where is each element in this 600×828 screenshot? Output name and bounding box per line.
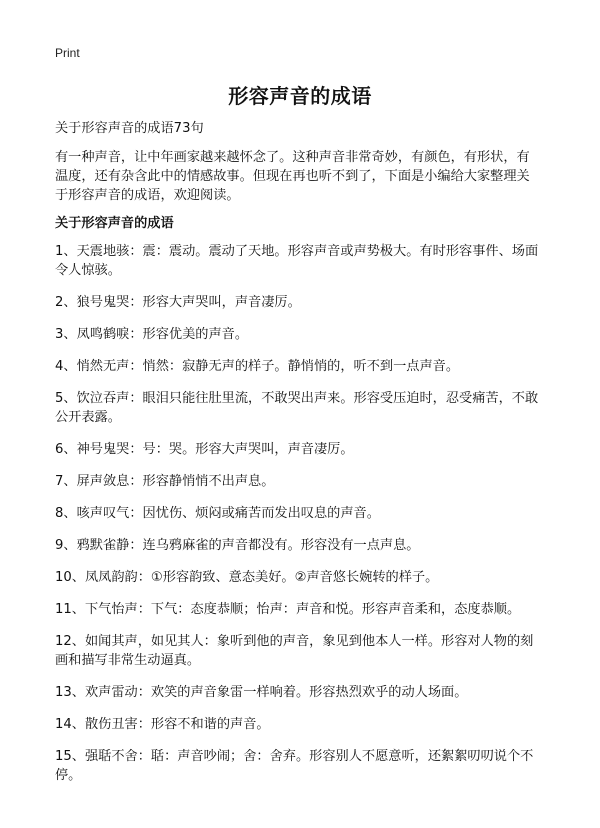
section-heading: 关于形容声音的成语 [55, 216, 174, 231]
idiom-item: 11、下气怡声：下气：态度恭顺；怡声：声音和悦。形容声音柔和，态度恭顺。 [55, 602, 521, 617]
document-title: 形容声音的成语 [228, 84, 372, 108]
idiom-item: 8、咳声叹气：因忧伤、烦闷或痛苦而发出叹息的声音。 [55, 506, 380, 521]
intro-paragraph: 有一种声音，让中年画家越来越怀念了。这种声音非常奇妙，有颜色，有形状，有温度，还有杂含此中的情感故事。但现在再也听不到了，下面是小编给大家整理关于形容声音的成语，欢迎阅读。 [55, 150, 530, 203]
idiom-item: 2、狼号鬼哭：形容大声哭叫，声音凄厉。 [55, 295, 301, 310]
idiom-item: 15、强聒不舍：聒：声音吵闹；舍：舍弃。形容别人不愿意听，还絮絮叨叨说个不停。 [55, 749, 534, 783]
idiom-item: 10、凤凤韵韵：①形容韵致、意态美好。②声音悠长婉转的样子。 [55, 570, 439, 585]
idiom-item: 1、天震地骇：震：震动。震动了天地。形容声音或声势极大。有时形容事件、场面令人惊骇。 [55, 244, 539, 278]
idiom-item: 4、悄然无声：悄然：寂静无声的样子。静悄悄的，听不到一点声音。 [55, 359, 460, 374]
idiom-item: 9、鸦默雀静：连乌鸦麻雀的声音都没有。形容没有一点声息。 [55, 538, 420, 553]
idiom-item: 7、屏声敛息：形容静悄悄不出声息。 [55, 474, 275, 489]
document-subtitle: 关于形容声音的成语73句 [55, 121, 204, 136]
document-body [55, 119, 542, 798]
idiom-item: 12、如闻其声，如见其人：象听到他的声音，象见到他本人一样。形容对人物的刻画和描写非常生动逼真。 [55, 634, 534, 668]
idiom-item: 6、神号鬼哭：号：哭。形容大声哭叫，声音凄厉。 [55, 442, 354, 457]
idiom-item: 14、散伤丑害：形容不和谐的声音。 [55, 717, 270, 732]
print-label: Print [55, 46, 80, 60]
idiom-list [55, 242, 542, 785]
idiom-item: 13、欢声雷动：欢笑的声音象雷一样响着。形容热烈欢乎的动人场面。 [55, 685, 468, 700]
idiom-item: 5、饮泣吞声：眼泪只能往肚里流，不敢哭出声来。形容受压迫时，忍受痛苦，不敢公开表露。 [55, 391, 539, 425]
idiom-item: 3、凤鸣鹤唳：形容优美的声音。 [55, 327, 249, 342]
